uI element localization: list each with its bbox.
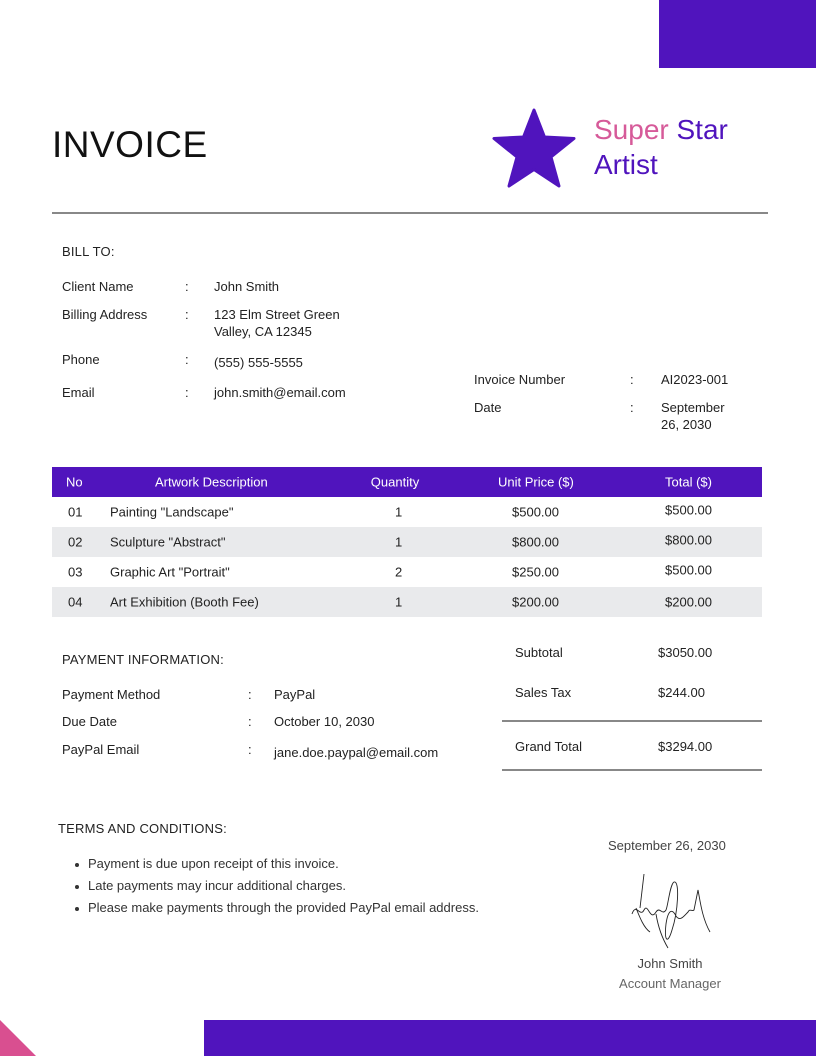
col-header-total: Total ($) [665,474,712,490]
client-name-value: John Smith [214,279,280,294]
date-value-line1: September [661,400,725,415]
subtotal-label: Subtotal [515,645,563,660]
brand-word-artist: Artist [594,149,658,180]
email-value: john.smith@email.com [214,385,346,400]
col-header-unit-price: Unit Price ($) [498,474,574,490]
decor-bottom-left-triangle [0,1020,36,1056]
star-icon [492,108,576,188]
cell-unit-price: $200.00 [512,594,559,610]
items-table [52,467,762,617]
signature-date: September 26, 2030 [608,838,726,853]
billing-address-line1: 123 Elm Street Green [214,307,340,322]
sales-tax-label: Sales Tax [515,685,572,700]
due-date-label: Due Date [62,714,117,729]
payment-info-heading: PAYMENT INFORMATION: [62,652,224,667]
signer-role: Account Manager [619,976,721,991]
client-name-label: Client Name [62,279,134,294]
payment-method-value: PayPal [274,687,316,702]
signer-name: John Smith [637,956,703,971]
bill-to-heading: BILL TO: [62,244,115,259]
cell-unit-price: $250.00 [512,564,559,580]
terms-item: Payment is due upon receipt of this invoice. [88,853,479,875]
payment-method-label: Payment Method [62,687,161,702]
cell-description: Sculpture "Abstract" [110,534,226,550]
totals-divider-bottom [502,769,762,771]
table-row: 02 Sculpture "Abstract" 1 $800.00 $800.00 [52,527,762,557]
billing-address-line2: Valley, CA 12345 [214,324,312,339]
cell-unit-price: $500.00 [512,504,559,520]
due-date-sep: : [248,714,252,729]
invoice-number-sep: : [630,372,634,387]
cell-total: $200.00 [665,594,712,610]
table-header [52,467,762,497]
email-sep: : [185,385,189,400]
col-header-quantity-text: Quantity [370,474,420,490]
decor-bottom-bar [204,1020,816,1056]
due-date-value: October 10, 2030 [274,714,375,729]
email-label: Email [62,385,95,400]
date-value-line2: 26, 2030 [661,417,712,432]
invoice-number-label: Invoice Number [474,372,566,387]
terms-heading: TERMS AND CONDITIONS: [58,821,227,836]
cell-no: 04 [68,594,83,610]
billing-address-sep: : [185,307,189,322]
table-row: 04 Art Exhibition (Booth Fee) 1 $200.00 $200.00 [52,587,762,617]
paypal-email-value: jane.doe.paypal@email.com [274,745,439,760]
cell-total: $500.00 [665,502,712,518]
paypal-email-label: PayPal Email [62,742,140,757]
terms-item: Late payments may incur additional charges. [88,875,479,897]
date-label: Date [474,400,502,415]
grand-total-label: Grand Total [515,739,582,754]
col-header-description: Artwork Description [155,474,268,490]
phone-sep: : [185,352,189,367]
client-name-sep: : [185,279,189,294]
paypal-email-sep: : [248,742,252,757]
cell-description: Painting "Landscape" [110,504,234,520]
cell-total: $500.00 [665,562,712,578]
totals-divider-top [502,720,762,722]
table-row: 03 Graphic Art "Portrait" 2 $250.00 $500.00 [68,562,712,580]
date-sep: : [630,400,634,415]
signature-image [626,872,716,950]
cell-total: $800.00 [665,532,712,548]
col-header-no: No [66,474,83,490]
invoice-number-value: AI2023-001 [661,372,729,387]
cell-description: Graphic Art "Portrait" [110,564,230,580]
cell-unit-price: $800.00 [512,534,559,550]
grand-total-value: $3294.00 [658,739,713,754]
brand-word-super: Super [594,114,669,145]
brand-word-star: Star [676,114,728,145]
cell-no: 02 [68,534,83,550]
terms-item: Please make payments through the provided PayPal email address. [88,897,479,919]
invoice-title: INVOICE [52,124,208,165]
cell-no: 01 [68,504,83,520]
billing-address-label: Billing Address [62,307,148,322]
header-divider [52,212,768,214]
table-row: 01 Painting "Landscape" 1 $500.00 $500.00 [68,502,712,520]
subtotal-value: $3050.00 [658,645,713,660]
phone-value: (555) 555-5555 [214,355,303,370]
payment-method-sep: : [248,687,252,702]
sales-tax-value: $244.00 [658,685,705,700]
terms-list [88,853,479,919]
cell-no: 03 [68,564,83,580]
decor-top-right-block [659,0,816,68]
cell-description: Art Exhibition (Booth Fee) [110,594,259,610]
brand-name [594,112,728,182]
phone-label: Phone [62,352,100,367]
